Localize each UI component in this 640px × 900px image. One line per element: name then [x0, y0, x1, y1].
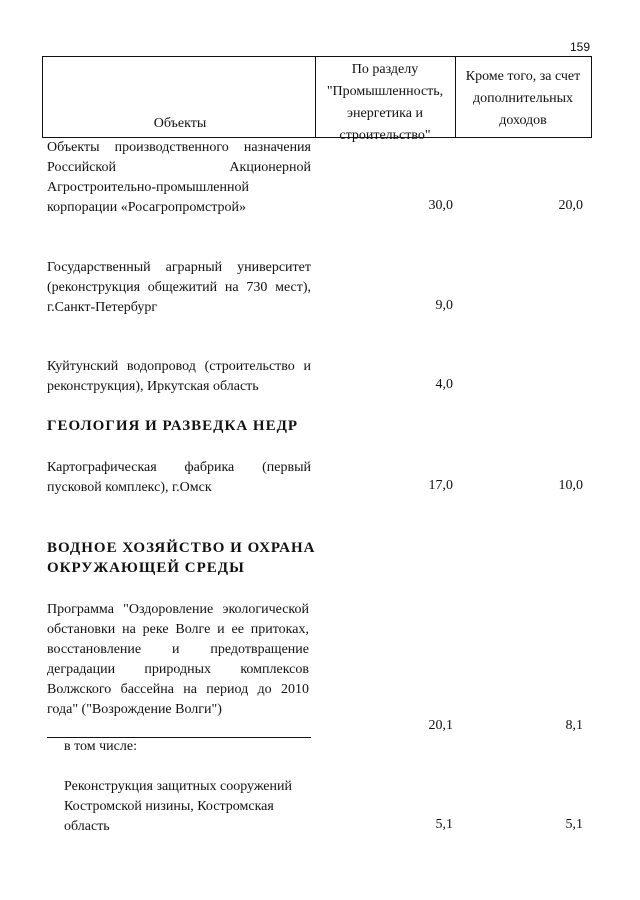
header-left-border [42, 56, 43, 138]
header-divider-1 [315, 56, 316, 138]
item-agrarian-university-value-section: 9,0 [435, 298, 453, 313]
column-header-objects: Объекты [153, 116, 207, 131]
item-kostroma-lowland-value-additional: 5,1 [565, 817, 583, 832]
item-volga-program-name: Программа "Оздоровление экологической обстановки на реке Волге и ее притоках, восстановление и предотвращение деградации природных комплексов Волжского бассейна на период до 2010 года" ("Возрождение Волги") [47, 602, 309, 717]
header-top-rule [42, 56, 592, 57]
item-cartographic-factory-name: Картографическая фабрика (первый пусковой комплекс), г.Омск [47, 460, 311, 495]
item-rosagroprom-name: Объекты производственного назначения Российской Акционерной Агростроительно-промышленной корпорации «Росагропромстрой» [47, 140, 311, 215]
item-agrarian-university-name: Государственный аграрный университет (реконструкция общежитий на 730 мест), г.Санкт-Петербург [47, 260, 311, 315]
item-rosagroprom-value-section: 30,0 [428, 198, 453, 213]
item-volga-program-value-section: 20,1 [428, 718, 453, 733]
item-volga-program-value-additional: 8,1 [565, 718, 583, 733]
header-right-border [591, 56, 592, 138]
item-kuitun-water-value-section: 4,0 [435, 377, 453, 392]
section-heading-water-line2: ОКРУЖАЮЩЕЙ СРЕДЫ [47, 560, 245, 576]
item-kostroma-lowland-name: Реконструкция защитных сооружений Костромской низины, Костромская область [64, 779, 292, 834]
item-cartographic-factory-value-section: 17,0 [428, 478, 453, 493]
item-cartographic-factory-value-additional: 10,0 [558, 478, 583, 493]
item-kuitun-water-name: Куйтунский водопровод (строительство и реконструкция), Иркутская область [47, 359, 311, 394]
column-header-additional: Кроме того, за счет дополнительных доходов [465, 69, 581, 128]
item-kostroma-lowland-value-section: 5,1 [435, 817, 453, 832]
item-rosagroprom-value-additional: 20,0 [558, 198, 583, 213]
column-header-section: По разделу "Промышленность, энергетика и строительство" [326, 62, 444, 143]
header-divider-2 [455, 56, 456, 138]
section-heading-geology: ГЕОЛОГИЯ И РАЗВЕДКА НЕДР [47, 418, 299, 434]
including-label: в том числе: [64, 739, 137, 754]
section-heading-water-line1: ВОДНОЕ ХОЗЯЙСТВО И ОХРАНА [47, 540, 316, 556]
page-number: 159 [569, 40, 590, 54]
